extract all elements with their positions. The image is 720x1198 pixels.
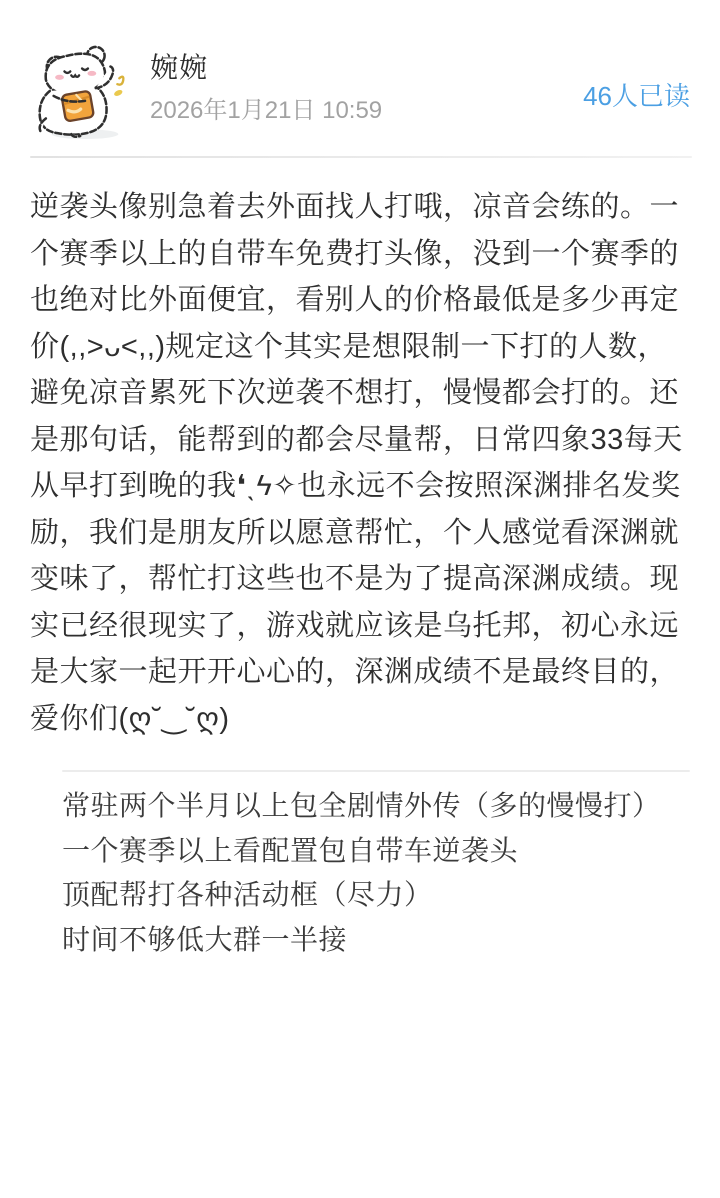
bear-with-snack-doodle-icon bbox=[34, 44, 136, 140]
notes-body bbox=[62, 772, 690, 962]
note-line: 时间不够低大群一半接 bbox=[62, 923, 348, 955]
header-divider bbox=[30, 156, 692, 158]
author-name[interactable]: 婉婉 bbox=[150, 52, 209, 83]
notes-block bbox=[62, 770, 690, 962]
note-line: 顶配帮打各种活动框（尽力） bbox=[62, 879, 433, 910]
note-line: 一个赛季以上看配置包自带车逆袭头 bbox=[62, 834, 519, 866]
avatar[interactable] bbox=[34, 44, 136, 140]
author-block bbox=[150, 44, 382, 124]
read-count-link[interactable]: 46人已读 bbox=[583, 81, 690, 111]
post-header bbox=[0, 0, 720, 140]
announcement-text: 逆袭头像别急着去外面找人打哦，凉音会练的。一个赛季以上的自带车免费打头像，没到一个赛季的也绝对比外面便宜，看别人的价格最低是多少再定价(,,>ᴗ<,,)规定这个其实是想限制一下打的人数，避免凉音累死下次逆袭不想打，慢慢都会打的。还是那句话，能帮到的都会尽量帮，日常四象33每天从早打到晚的我❛ˎϟ✧也永远不会按照深渊排名发奖励，我们是朋友所以愿意帮忙，个人感觉看深渊就变味了，帮忙打这些也不是为了提高深渊成绩。现实已经很现实了，游戏就应该是乌托邦，初心永远是大家一起开开心心的，深渊成绩不是最终目的，爱你们(ღ˘‿˘ღ) bbox=[30, 191, 683, 735]
note-line: 常驻两个半月以上包全剧情外传（多的慢慢打） bbox=[62, 790, 661, 821]
post-date: 2026年1月21日 10:59 bbox=[150, 97, 383, 124]
